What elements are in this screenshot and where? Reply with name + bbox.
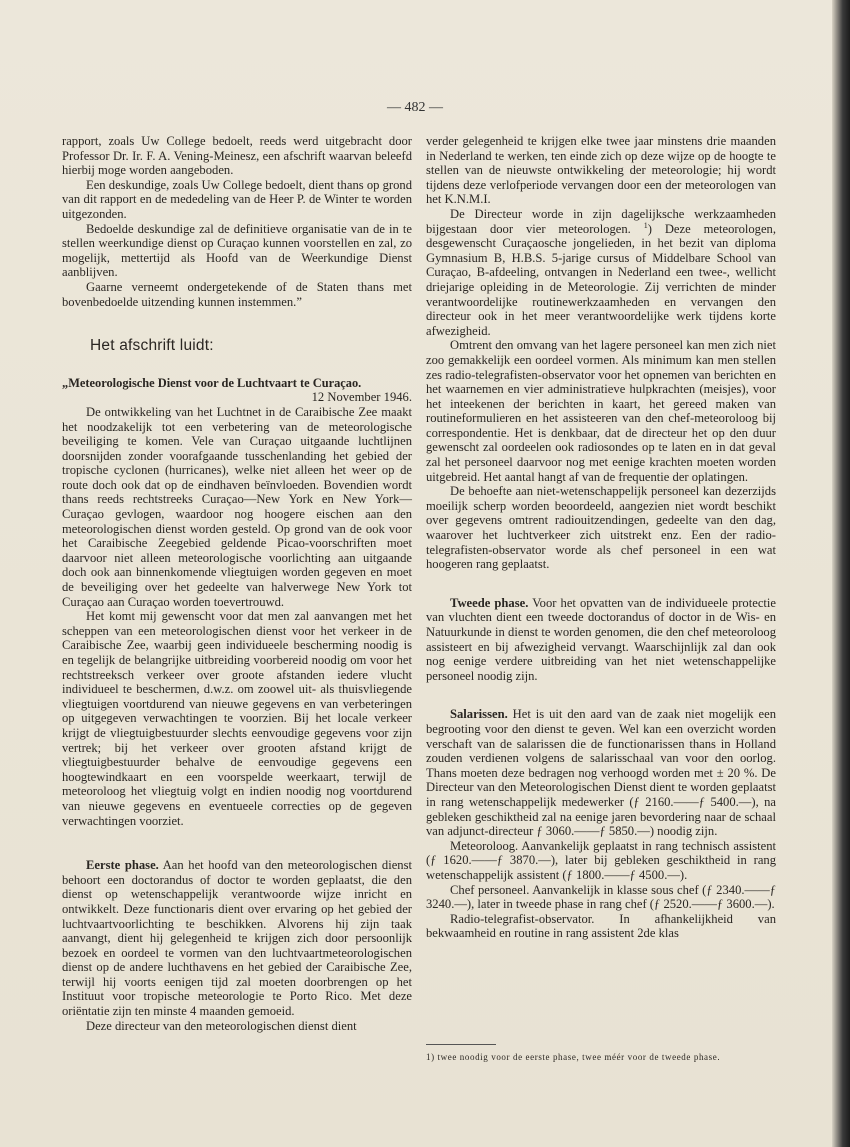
- paragraph: De behoefte aan niet-wetenschappelijk personeel kan dezerzijds moeilijk scherp worden beoordeeld, aangezien niet wordt beschikt over gegevens omtrent radiouitzendingen, gedeelte van den dag, waarover het luchtverkeer zich uitstrekt enz. Een der radio-telegrafisten-observator worde als chef personeel in een wat hoogeren rang geplaatst.: [426, 484, 776, 572]
- right-column: [426, 134, 776, 941]
- paragraph: Gaarne verneemt ondergetekende of de Staten thans met bovenbedoelde uitzending kunnen instemmen.”: [62, 279, 412, 309]
- letter-date: 12 November 1946.: [311, 390, 412, 405]
- paragraph: Het komt mij gewenscht voor dat men zal aanvangen met het scheppen van een meteorologischen dienst voor het verkeer in de Caraibische Zee, waarbij geen individueele bescherming noodig is en tegelijk de belangrijke uitbreiding voorbereid noodig om voor het rechtstreeksch verkeer over groote afstanden iedere vlucht individueel te beschermen, d.w.z. om zoowel uit- als thuisvliegende vliegtuigen voortdurend van nieuwe gegevens en van verbeteringen op uitgegeven verwachtingen te voorzien. Bij het locale verkeer krijgt de vliegtuigbestuurder slechts eenvoudige gegevens voor zijn vertrek; bij het verkeer over grooten afstand krijgt de vliegtuigbestuurder behalve de eenvoudige gegevens een hoogtewindkaart en een voorspelde weerkaart, terwijl de meteoroloog het vliegtuig volgt en indien noodig nog voortdurend van nieuwe gegevens en eventueele correcties op de gegeven verwachtingen voorziet.: [62, 609, 412, 828]
- paragraph: [426, 207, 776, 338]
- paragraph: Chef personeel. Aanvankelijk in klasse sous chef (ƒ 2340.——ƒ 3240.—), later in tweede phase in rang chef (ƒ 2520.——ƒ 3600.—).: [426, 882, 776, 912]
- footnote-rule: [426, 1044, 496, 1045]
- paragraph-text: Aan het hoofd van den meteorologischen dienst behoort een doctorandus of doctor te worden geplaatst, die den dienst op wetenschappelijk verantwoorde wijze inricht en ontwikkelt. Deze functionaris dient over ervaring op het gebied der luchtvaartvoorlichting te beschikken. Alvorens hij zijn taak aanvangt, dient hij gelegenheid te krijgen zich door persoonlijk bezoek en oordeel te vormen van den luchtvaartmeteorologischen dienst op de andere luchthavens en het gebied der Caraibische Zee, terwijl hij voorts eenigen tijd zal moeten doorbrengen op het Instituut voor tropische meteorologie te Porto Rico. Met deze oriëntatie zijn ten minste 4 maanden gemoeid.: [62, 858, 412, 1019]
- letter-title: „Meteorologische Dienst voor de Luchtvaart te Curaçao.: [62, 375, 362, 390]
- paragraph-tweede-phase: [426, 596, 776, 684]
- paragraph: De ontwikkeling van het Luchtnet in de Caraibische Zee maakt het noodzakelijk tot een verbetering van de meteorologische beveiliging te komen. Vele van Curaçao uitgaande luchtlijnen doorsnijden zonder voorafgaande tusschenlanding het gebied der tropische cyclonen (hurricanes), welke niet alleen het weer op de route doch ook dat op de eindhaven beïnvloeden. Bovendien wordt thans reeds rechtstreeks Curaçao—New York en New York—Curaçao gevlogen, waardoor nog hoogere eischen aan den meteorologischen dienst worden gesteld. Op grond van de ook voor het Caraibische Zeegebied geldende Picao-voorschriften moet daarvoor niet alleen meteorologische voorlichting aan uitgaande doch ook aan binnenkomende vliegtuigen worden gegeven en moet de beveiliging over het gedeelte van halverwege New York tot Curaçao aan Curaçao worden toevertrouwd.: [62, 404, 412, 609]
- footnote: 1) twee noodig voor de eerste phase, twee méér voor de tweede phase.: [426, 1052, 721, 1062]
- paragraph: Meteoroloog. Aanvankelijk geplaatst in rang technisch assistent (ƒ 1620.——ƒ 3870.—), later bij gebleken geschiktheid in rang wetenschappelijk assistent (ƒ 1800.——ƒ 4500.—).: [426, 838, 776, 882]
- left-column: [62, 134, 412, 1033]
- paragraph-text: Het is uit den aard van de zaak niet mogelijk een begrooting voor den dienst te geven. Wel kan een overzicht worden verschaft van de salarissen die de functionarissen thans in Holland zouden verdienen volgens de salarisschaal van voor den oorlog. Thans moeten deze bedragen nog verhoogd worden met ± 20 %. De Directeur van den Meteorologischen Dienst dient te worden geplaatst in rang wetenschappelijk medewerker (ƒ 2160.——ƒ 5400.—), na gebleken geschiktheid zal na eenige jaren bevordering naar de schaal van adjunct-directeur ƒ 3060.——ƒ 5850.—) noodig zijn.: [426, 707, 776, 839]
- paragraph-salarissen: [426, 707, 776, 838]
- paragraph: Radio-telegrafist-observator. In afhankelijkheid van bekwaamheid en routine in rang assistent 2de klas: [426, 911, 776, 941]
- paragraph: rapport, zoals Uw College bedoelt, reeds werd uitgebracht door Professor Dr. Ir. F. A. Vening-Meinesz, een afschrift waarvan beleefd hierbij moge worden aangeboden.: [62, 134, 412, 178]
- paragraph-text: ) Deze meteorologen, desgewenscht Curaçaosche jongelieden, in het bezit van diploma Gymnasium B, H.B.S. 5-jarige cursus of Middelbare School van Curaçao, B-afdeeling, ontvangen in Nederland een twee-, wellicht driejarige opleiding in de Meteorologie. Zij verrichten de minder verantwoordelijke routinewerkzaamheden en vervangen den directeur ook in het meer verantwoordelijke werk tijdens korte afwezigheid.: [426, 221, 776, 338]
- paragraph: Een deskundige, zoals Uw College bedoelt, dient thans op grond van dit rapport en de mededeling van de Heer P. de Winter te worden uitgezonden.: [62, 177, 412, 221]
- paragraph: Omtrent den omvang van het lagere personeel kan men zich niet zoo gemakkelijk een oordeel vormen. Als minimum kan men stellen zes radio-telegrafisten-observator voor het opnemen van berichten en het waarnemen en vier administratieve hulpkrachten (meisjes), voor het inteekenen der berichten in kaart, het gereed maken van routineformulieren en het assisteeren van den chef-meteoroloog bij correspondentie. Het is denkbaar, dat de directeur het op den duur gewenscht zal oordeelen ook radiosondes op te laten en in dat geval zal het personeel daarvoor nog met eenige krachten moeten worden uitgebreid. Het aantal hangt af van de frequentie der oplatingen.: [426, 338, 776, 484]
- run-in-heading: Salarissen.: [450, 707, 508, 722]
- page-number: — 482 —: [387, 100, 443, 115]
- paragraph: verder gelegenheid te krijgen elke twee jaar minstens drie maanden in Nederland te werken, ten einde zich op deze wijze op de hoogte te stellen van de nieuwste ontwikkeling der meteorologie; hij wordt tijdens deze verlofperiode vervangen door een der meteorologen van het K.N.M.I.: [426, 134, 776, 207]
- footnote-marker: 1: [643, 220, 648, 230]
- paragraph: Bedoelde deskundige zal de definitieve organisatie van de in te stellen weerkundige dienst op Curaçao kunnen voorstellen en zal, zo mogelijk, mettertijd als Hoofd van de Weerkundige Dienst aanblijven.: [62, 221, 412, 280]
- paragraph-text: Voor het opvatten van de individueele protectie van vluchten dient een tweede doctorandus of doctor in de Wis- en Natuurkunde in dienst te worden genomen, die den chef meteoroloog assisteert en bij afwezigheid vervangt. Waarschijnlijk zal dan ook nog eenige verdere uitbreiding van het niet wetenschappelijke personeel noodig zijn.: [426, 595, 776, 683]
- run-in-heading: Tweede phase.: [450, 595, 529, 610]
- run-in-heading: Eerste phase.: [86, 858, 159, 873]
- section-heading: Het afschrift luidt:: [90, 337, 214, 355]
- paragraph-eerste-phase: [62, 858, 412, 1019]
- paragraph: Deze directeur van den meteorologischen dienst dient: [86, 1018, 357, 1033]
- paragraph-text: De Directeur worde in zijn dagelijksche werkzaamheden bijgestaan door vier meteorologen.: [426, 206, 776, 236]
- binding-edge: [832, 0, 850, 1147]
